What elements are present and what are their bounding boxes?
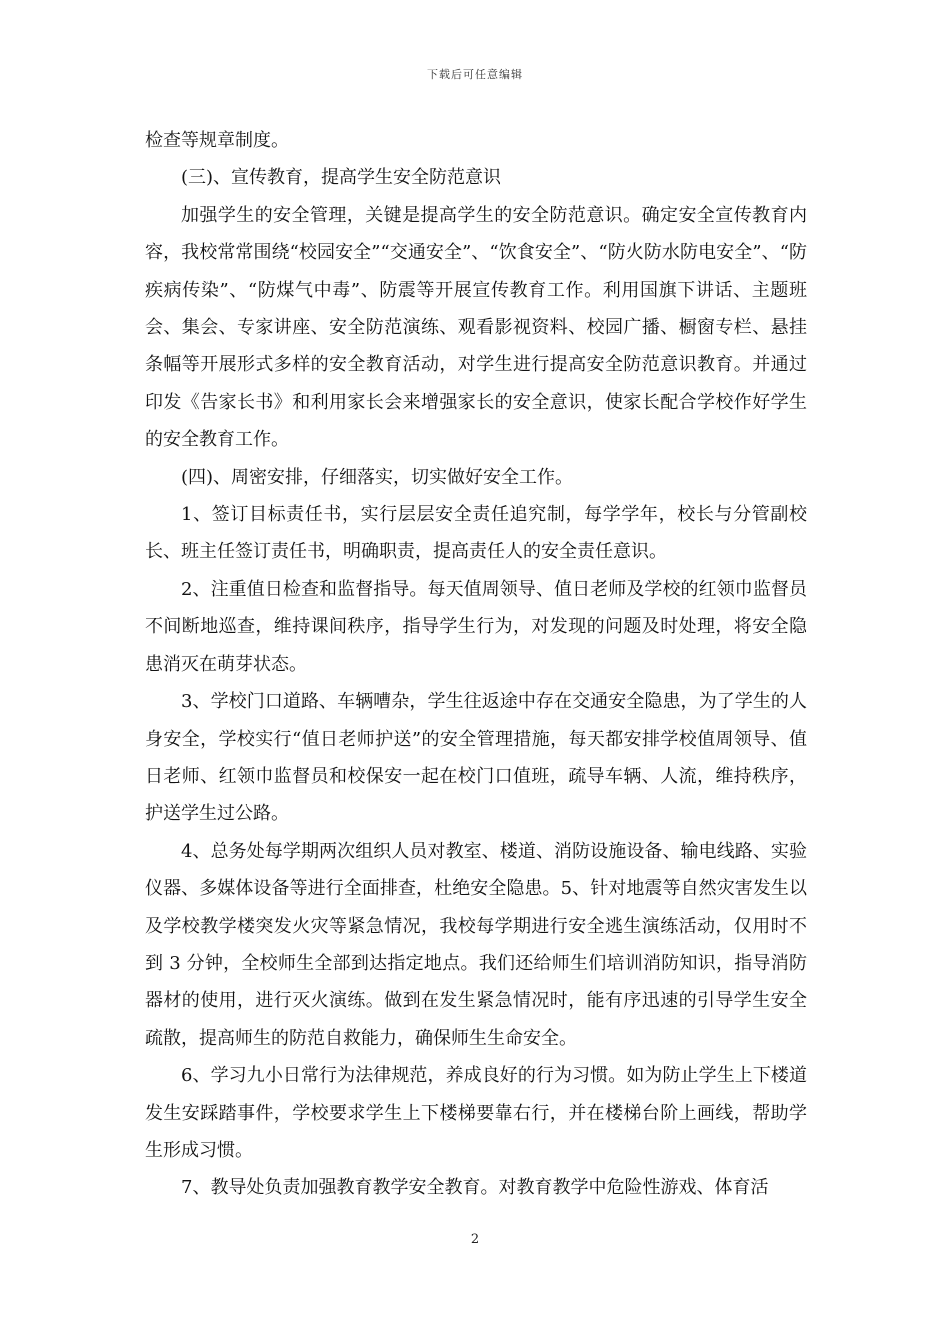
list-item-7: 7、教导处负责加强教育教学安全教育。对教育教学中危险性游戏、体育活 [181,1177,769,1199]
list-item-1: 1、签订目标责任书，实行层层安全责任追究制，每学学年，校长与分管副校长、班主任签订责任书，明确职责，提高责任人的安全责任意识。 [145,504,807,563]
list-item-4-5: 4、总务处每学期两次组织人员对教室、楼道、消防设施设备、输电线路、实验仪器、多媒体设备等进行全面排查，杜绝安全隐患。5、针对地震等自然灾害发生以及学校教学楼突发火灾等紧急情况，我校每学期进行安全逃生演练活动，仅用时不到 3 分钟，全校师生全部到达指定地点。我们还给师生们培训消防知识，指导消防器材的使用，进行灭火演练。做到在发生紧急情况时，能有序迅速的引导学生安全疏散，提高师生的防范自救能力，确保师生生命安全。 [145,840,807,1049]
list-item-6: 6、学习九小日常行为法律规范，养成良好的行为习惯。如为防止学生上下楼道发生安踩踏事件，学校要求学生上下楼梯要靠右行，并在楼梯台阶上画线，帮助学生形成习惯。 [145,1065,807,1161]
section-heading-3: (三)、宣传教育，提高学生安全防范意识 [181,167,502,189]
document-body [145,122,807,1207]
section-heading-4: (四)、周密安排，仔细落实，切实做好安全工作。 [181,466,574,488]
page-header-note: 下载后可任意编辑 [427,68,523,81]
paragraph-safety-education: 加强学生的安全管理，关键是提高学生的安全防范意识。确定安全宣传教育内容，我校常常围绕“校园安全”“交通安全”、“饮食安全”、“防火防水防电安全”、“防疾病传染”、“防煤气中毒”、防震等开展宣传教育工作。利用国旗下讲话、主题班会、集会、专家讲座、安全防范演练、观看影视资料、校园广播、橱窗专栏、悬挂条幅等开展形式多样的安全教育活动，对学生进行提高安全防范意识教育。并通过印发《告家长书》和利用家长会来增强家长的安全意识，使家长配合学校作好学生的安全教育工作。 [145,204,807,451]
page-number: 2 [470,1232,480,1247]
paragraph-continuation: 检查等规章制度。 [145,130,289,151]
list-item-2: 2、注重值日检查和监督指导。每天值周领导、值日老师及学校的红领巾监督员不间断地巡查，维持课间秩序，指导学生行为，对发现的问题及时处理，将安全隐患消灭在萌芽状态。 [145,578,807,675]
list-item-3: 3、学校门口道路、车辆嘈杂，学生往返途中存在交通安全隐患，为了学生的人身安全，学校实行“值日老师护送”的安全管理措施，每天都安排学校值周领导、值日老师、红领巾监督员和校保安一起在校门口值班，疏导车辆、人流，维持秩序，护送学生过公路。 [145,691,807,825]
